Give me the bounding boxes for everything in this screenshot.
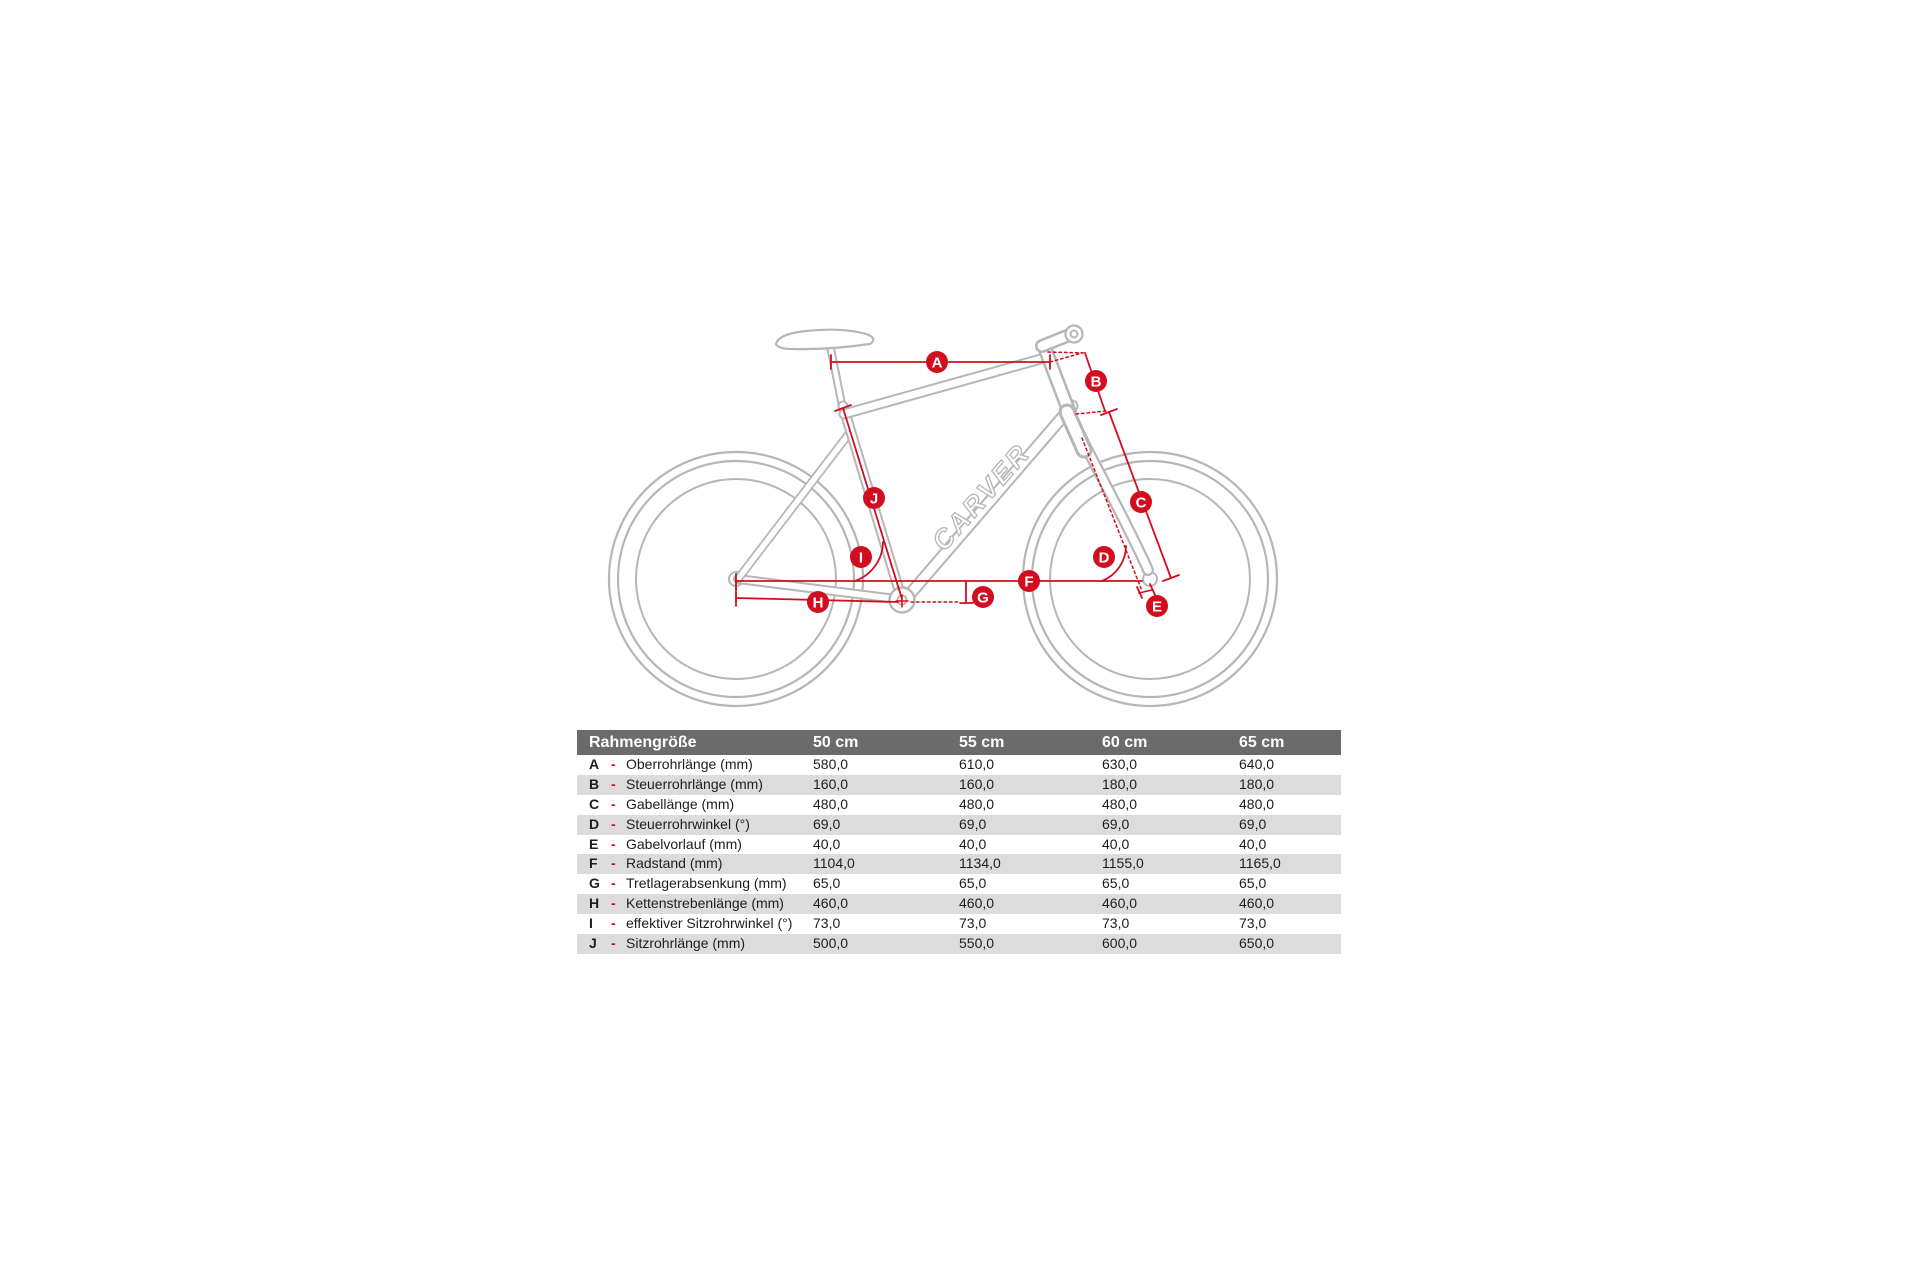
row-letter: I (589, 915, 593, 932)
row-dash: - (611, 835, 616, 852)
row-dash: - (611, 855, 616, 872)
row-dash: - (611, 775, 616, 792)
row-value: 480,0 (959, 795, 995, 812)
front-wheel (1023, 452, 1277, 706)
row-label (589, 775, 763, 795)
row-letter: G (589, 875, 600, 892)
svg-text:E: E (1151, 598, 1163, 616)
row-name: Steuerrohrwinkel (°) (626, 815, 750, 832)
row-value: 69,0 (959, 815, 987, 832)
bike-geometry-diagram (580, 300, 1350, 720)
row-value: 550,0 (959, 935, 995, 952)
row-label (589, 755, 753, 775)
row-letter: F (589, 855, 598, 872)
svg-text:A: A (931, 354, 943, 372)
table-row (577, 795, 1341, 815)
row-value: 65,0 (1102, 875, 1130, 892)
row-value: 40,0 (813, 835, 841, 852)
label-A (926, 351, 948, 373)
row-value: 40,0 (1102, 835, 1130, 852)
svg-text:J: J (869, 490, 879, 508)
row-letter: B (589, 775, 600, 792)
row-value: 460,0 (959, 895, 995, 912)
row-value: 500,0 (813, 935, 849, 952)
row-value: 65,0 (813, 875, 841, 892)
row-dash: - (611, 935, 616, 952)
row-value: 480,0 (1102, 795, 1138, 812)
label-D (1093, 546, 1115, 568)
svg-text:C: C (1135, 494, 1147, 512)
row-value: 1165,0 (1239, 855, 1281, 872)
row-letter: H (589, 895, 600, 912)
handlebar-grip (1066, 326, 1083, 343)
row-value: 460,0 (813, 895, 849, 912)
table-row (577, 755, 1341, 775)
steering-axis-line (1082, 438, 1142, 591)
measurement-lines (736, 352, 1179, 607)
row-label (589, 854, 722, 874)
row-dash: - (611, 756, 616, 772)
row-letter: A (589, 756, 600, 772)
row-name: Oberrohrlänge (mm) (626, 756, 753, 772)
row-label (589, 815, 750, 835)
row-label (589, 934, 745, 954)
row-value: 65,0 (1239, 875, 1267, 892)
label-H (807, 591, 829, 613)
row-value: 630,0 (1102, 756, 1138, 772)
row-label (589, 894, 784, 914)
row-value: 640,0 (1239, 756, 1275, 772)
row-value: 1134,0 (959, 855, 1001, 872)
header-size-65: 65 cm (1239, 734, 1285, 751)
row-value: 610,0 (959, 756, 995, 772)
row-letter: J (589, 935, 597, 952)
label-B (1085, 370, 1107, 392)
row-value: 1104,0 (813, 855, 855, 872)
row-name: Kettenstrebenlänge (mm) (626, 895, 784, 912)
label-F (1018, 570, 1040, 592)
row-value: 1155,0 (1102, 855, 1144, 872)
table-row (577, 934, 1341, 954)
row-letter: C (589, 795, 600, 812)
row-value: 69,0 (1239, 815, 1267, 832)
svg-text:D: D (1098, 549, 1110, 567)
row-value: 73,0 (1239, 915, 1267, 932)
label-I (850, 546, 872, 568)
svg-text:I: I (858, 549, 864, 567)
row-letter: D (589, 815, 600, 832)
header-size-50: 50 cm (813, 734, 859, 751)
row-value: 180,0 (1239, 775, 1275, 792)
header-size-60: 60 cm (1102, 734, 1148, 751)
row-label (589, 874, 787, 894)
svg-text:H: H (812, 594, 824, 612)
row-value: 460,0 (1239, 895, 1275, 912)
row-value: 650,0 (1239, 935, 1275, 952)
row-value: 65,0 (959, 875, 987, 892)
row-name: Gabelvorlauf (mm) (626, 835, 742, 852)
table-row (577, 854, 1341, 874)
row-label (589, 835, 742, 855)
row-value: 40,0 (959, 835, 987, 852)
row-value: 480,0 (1239, 795, 1275, 812)
brand-logo: CARVER (926, 437, 1037, 557)
row-dash: - (611, 915, 616, 932)
row-label (589, 914, 792, 934)
svg-text:F: F (1024, 573, 1034, 591)
row-value: 73,0 (813, 915, 841, 932)
row-dash: - (611, 875, 616, 892)
saddle (776, 330, 873, 349)
header-rahmengroesse: Rahmengröße (589, 734, 697, 751)
row-name: Steuerrohrlänge (mm) (626, 775, 763, 792)
row-value: 480,0 (813, 795, 849, 812)
row-value: 69,0 (813, 815, 841, 832)
row-name: Radstand (mm) (626, 855, 723, 872)
label-E (1146, 595, 1168, 617)
table-row (577, 835, 1341, 855)
svg-text:B: B (1090, 373, 1102, 391)
row-value: 180,0 (1102, 775, 1138, 792)
row-name: Gabellänge (mm) (626, 795, 735, 812)
row-value: 73,0 (1102, 915, 1130, 932)
frame-size-table (577, 730, 1341, 954)
table-row (577, 815, 1341, 835)
row-label (589, 795, 734, 815)
row-dash: - (611, 795, 616, 812)
label-G (972, 586, 994, 608)
table-row (577, 894, 1341, 914)
table-header (577, 730, 1341, 755)
row-dash: - (611, 895, 616, 912)
row-value: 160,0 (959, 775, 995, 792)
row-letter: E (589, 835, 599, 852)
row-value: 160,0 (813, 775, 849, 792)
row-value: 580,0 (813, 756, 849, 772)
row-dash: - (611, 815, 616, 832)
table-row (577, 775, 1341, 795)
row-name: Sitzrohrlänge (mm) (626, 935, 746, 952)
svg-text:G: G (977, 589, 989, 607)
stem (1042, 336, 1067, 346)
row-value: 40,0 (1239, 835, 1267, 852)
label-J (863, 487, 885, 509)
row-value: 73,0 (959, 915, 987, 932)
header-size-55: 55 cm (959, 734, 1005, 751)
row-value: 69,0 (1102, 815, 1130, 832)
row-name: effektiver Sitzrohrwinkel (°) (626, 915, 793, 932)
row-value: 600,0 (1102, 935, 1138, 952)
label-C (1130, 491, 1152, 513)
row-name: Tretlagerabsenkung (mm) (626, 875, 787, 892)
fork (1067, 412, 1148, 570)
table-row (577, 874, 1341, 894)
table-body (577, 755, 1341, 954)
row-value: 460,0 (1102, 895, 1138, 912)
table-row (577, 914, 1341, 934)
